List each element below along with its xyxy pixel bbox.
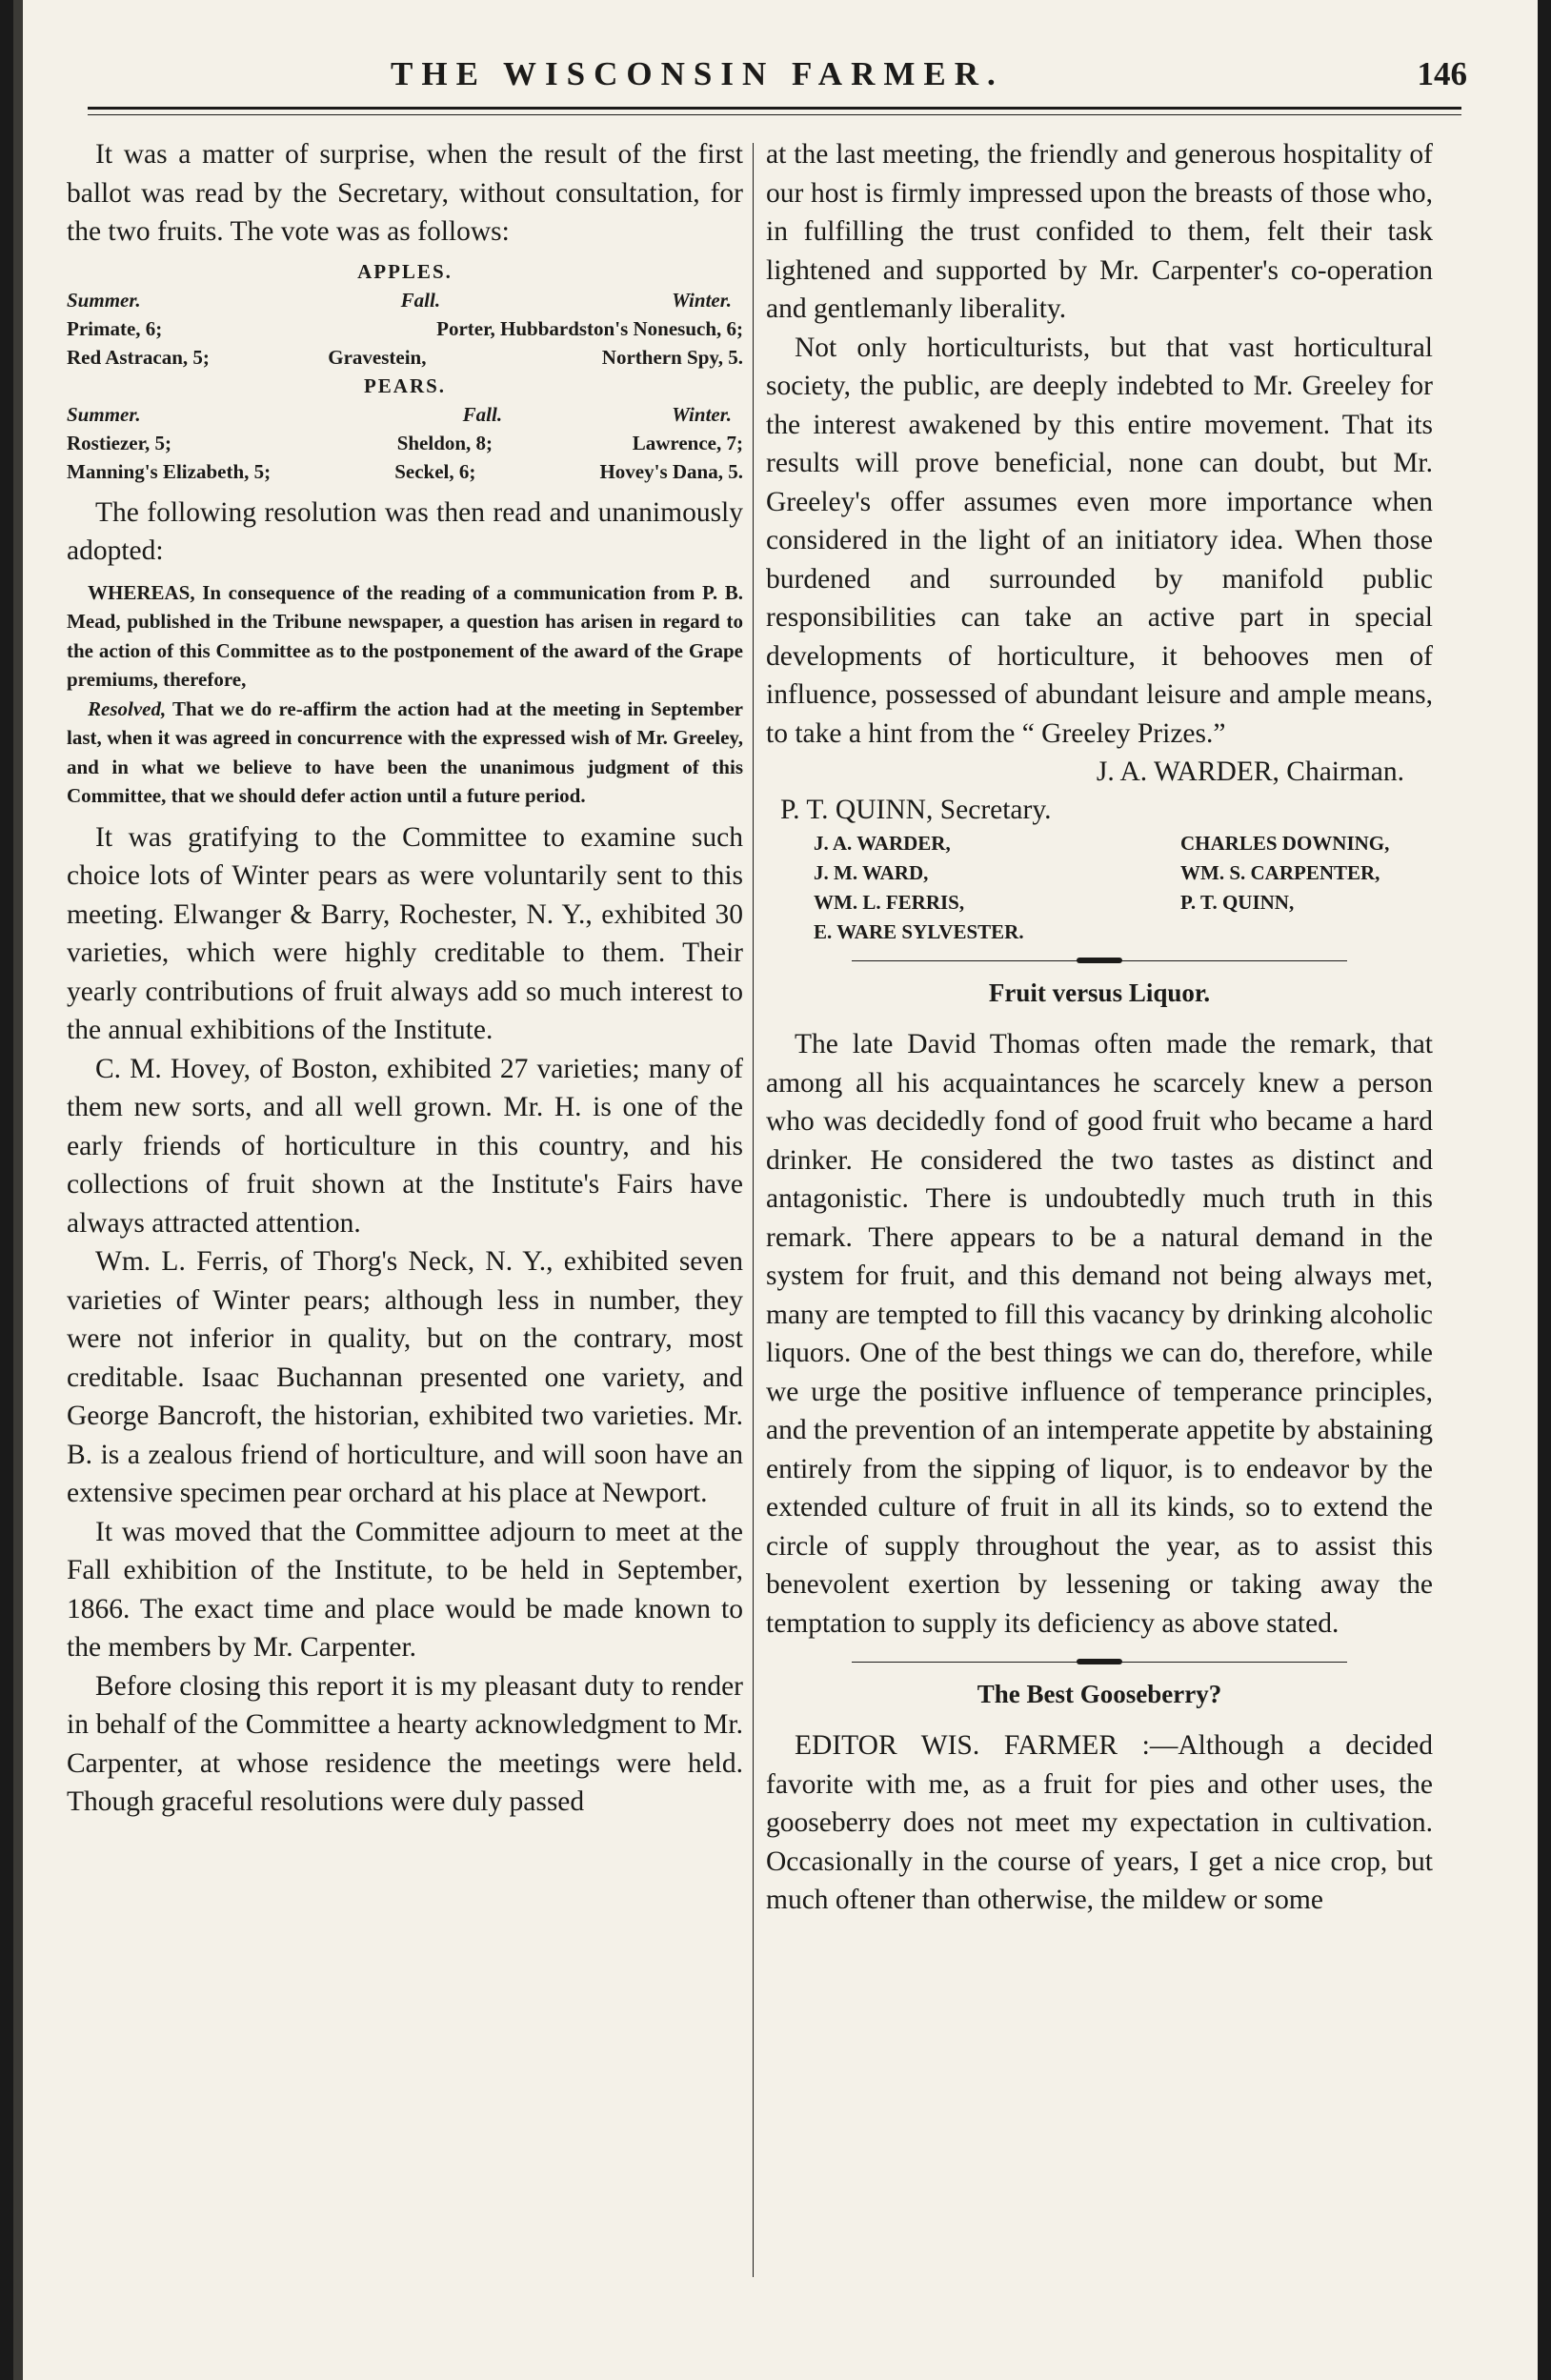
apples-row [67,343,743,372]
section-separator [852,960,1347,961]
pears-row [67,457,743,486]
committee-members [766,829,1433,947]
paragraph-adjourn: It was moved that the Committee adjourn to meet at the Fall exhibition of the Institute, to be held in September, 1866. The exact time and place would be made known to the members by Mr. Carpenter. [67,1516,743,1663]
table-cell: Northern Spy, 5. [601,345,743,369]
page-number: 146 [1417,55,1467,92]
running-header [391,55,1467,93]
gooseberry-text: —Although a decided favorite with me, as a fruit for pies and other uses, the gooseberry does not meet my expectation in cultivation. Occasionally in the course of years, I get a nice crop, but much oftener than otherwise, the mildew or some [766,1730,1433,1915]
section-separator [852,1662,1347,1663]
resolved-label: Resolved, [88,696,167,720]
table-cell: Gravestein, [328,345,427,369]
pears-caption: PEARS. [363,373,447,397]
header-rule-thick [88,107,1461,110]
member-name: J. M. WARD, [814,861,929,884]
page-edge [13,0,23,2380]
pears-row [67,429,743,457]
season-fall: Fall. [400,288,441,312]
paragraph-winter-pears: It was gratifying to the Committee to examine such choice lots of Winter pears as were voluntarily sent to this meeting. Elwanger & Barry, Rochester, N. Y., exhibited 30 varieties, which were highly creditable to them. Their yearly contributions of fruit always add so much interest to the annual exhibitions of the Institute. [67,821,743,1045]
paragraph-closing: Before closing this report it is my pleasant duty to render in behalf of the Committee a hearty acknowledgment to Mr. Carpenter, at whose residence the meetings were held. Though graceful resolutions were duly passed [67,1670,743,1817]
resolved-clause [67,695,743,811]
editor-salutation: EDITOR WIS. FARMER : [795,1730,1150,1761]
header-title: THE WISCONSIN FARMER. [391,55,1004,92]
season-winter: Winter. [672,288,732,312]
paragraph-ballot: It was a matter of surprise, when the result of the first ballot was read by the Secretary, without consultation, for the two fruits. The vote was as follows: [67,139,743,247]
table-cell: Manning's Elizabeth, 5; [67,459,272,483]
ballot-results-table [67,257,743,486]
paragraph-fruit-liquor: The late David Thomas often made the remark, that among all his acquaintances he scarcely knew a person who was decidedly fond of good fruit who became a hard drinker. He considered the two tastes as distinct and antagonistic. There is undoubtedly much truth in this remark. There appears to be a natural demand in the system for fruit, and this demand not being always met, many are tempted to fill this vacancy by drinking alcoholic liquors. One of the best things we can do, therefore, while we urge the positive influence of temperance principles, and the prevention of an intemperate appetite by abstaining entirely from the sipping of liquor, is to endeavor by the extended culture of fruit in all its kinds, so to extend the circle of supply throughout the year, as to assist this benevolent exertion by lessening or taking away the temptation to supply its deficiency as above stated. [766,1029,1433,1639]
paragraph-greeley: Not only horticulturists, but that vast horticultural society, the public, are deeply indebted to Mr. Greeley for the interest awakened by this entire movement. That its results will prove beneficial, none can doubt, but Mr. Greeley's offer assumes even more importance when considered in the light of an initiatory idea. When those burdened and surrounded by manifold public responsibilities can take an active part in special developments of horticulture, it behooves men of influence, possessed of abundant leisure and ample means, to take a hint from the “ Greeley Prizes.” [766,332,1433,749]
signature-secretary: P. T. QUINN, Secretary. [780,795,1052,825]
resolved-text: That we do re-affirm the action had at the meeting in September last, when it was agreed in concurrence with the expressed wish of Mr. Greeley, and in what we believe to have been the unanimous judgment of this Committee, that we should defer action until a future period. [67,696,743,807]
season-winter: Winter. [672,402,732,426]
article-title-gooseberry: The Best Gooseberry? [977,1680,1222,1708]
whereas-clause: WHEREAS, In consequence of the reading of a communication from P. B. Mead, published in the Tribune newspaper, a question has arisen in regard to the action of this Committee as to the postponement of the award of the Grape premiums, therefore, [67,580,743,691]
table-cell: Seckel, 6; [394,459,476,483]
table-cell: Hovey's Dana, 5. [599,459,743,483]
table-cell: Red Astracan, 5; [67,345,210,369]
member-name: P. T. QUINN, [1180,891,1295,914]
member-name: WM. S. CARPENTER, [1180,861,1380,884]
member-name: J. A. WARDER, [814,832,951,855]
paragraph-hospitality: at the last meeting, the friendly and generous hospitality of our host is firmly impressed upon the breasts of those who, in fulfilling the trust confided to them, felt their task lightened and supported by Mr. Carpenter's co-operation and gentlemanly liberality. [766,139,1433,324]
right-column [766,135,1433,1920]
apples-caption: APPLES. [357,259,453,283]
season-summer: Summer. [67,288,141,312]
header-rule-thin [88,114,1461,115]
paragraph-hovey: C. M. Hovey, of Boston, exhibited 27 varieties; many of them new sorts, and all well grown. Mr. H. is one of the early friends of horticulture in this country, and his collections of fruit shown at the Institute's Fairs have always attracted attention. [67,1053,743,1239]
table-cell: Sheldon, 8; [396,431,494,454]
member-name: WM. L. FERRIS, [814,891,965,914]
table-cell: Lawrence, 7; [632,431,743,454]
paragraph-ferris: Wm. L. Ferris, of Thorg's Neck, N. Y., exhibited seven varieties of Winter pears; although less in number, they were not inferior in quality, but on the contrary, most creditable. Isaac Buchannan presented one variety, and George Bancroft, the historian, exhibited two varieties. Mr. B. is a zealous friend of horticulture, and will soon have an extensive specimen pear orchard at his place at Newport. [67,1246,743,1508]
member-name: E. WARE SYLVESTER. [814,920,1024,943]
season-fall: Fall. [462,402,503,426]
apples-season-headers [67,286,743,314]
apples-row [67,314,743,343]
paragraph-gooseberry [766,1726,1433,1920]
table-cell: Porter, Hubbardston's Nonesuch, 6; [436,316,743,340]
column-divider [753,143,754,2277]
paragraph-resolution-intro: The following resolution was then read and unanimously adopted: [67,496,743,566]
table-cell: Primate, 6; [67,316,163,340]
member-name: CHARLES DOWNING, [1180,832,1390,855]
left-column [67,135,743,1822]
signature-chairman: J. A. WARDER, Chairman. [1096,756,1404,787]
table-cell: Rostiezer, 5; [67,431,172,454]
season-summer: Summer. [67,402,141,426]
article-title-fruit-liquor: Fruit versus Liquor. [988,978,1211,1007]
pears-season-headers [67,400,743,429]
